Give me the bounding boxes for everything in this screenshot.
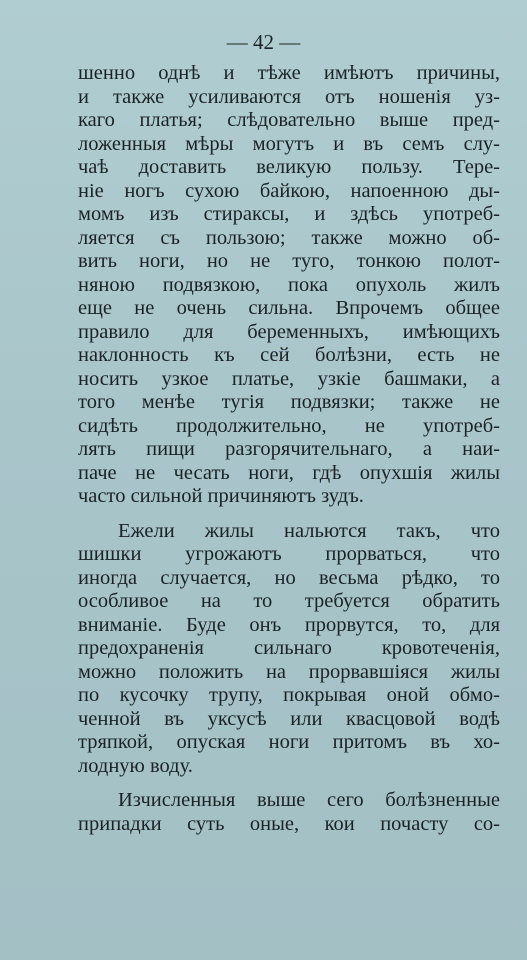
page-number: — 42 — (226, 30, 301, 54)
text-line: сидѣть продолжительно, не употреб- (78, 414, 500, 437)
text-line: ченной въ уксусѣ или квасцовой водѣ (78, 707, 500, 730)
text-line: Изчисленныя выше сего болѣзненные (118, 789, 500, 811)
paragraph (78, 62, 500, 509)
text-line: няною подвязкою, пока опухоль жилъ (78, 273, 500, 296)
text-line: вниманіе. Буде онъ прорвутся, то, для (78, 613, 500, 636)
text-line: ніе ногъ сухою байкою, напоенною ды- (78, 179, 500, 202)
text-line: чаѣ доставить великую пользу. Тере- (78, 156, 500, 178)
text-line: наклонность къ сей болѣзни, есть не (78, 344, 500, 366)
text-line: паче не чесать ноги, гдѣ опухшія жилы (78, 461, 500, 484)
text-line: правило для беременныхъ, имѣющихъ (78, 320, 500, 343)
text-line: предохраненія сильнаго кровотеченія, (78, 637, 500, 659)
text-line: лодную воду. (78, 754, 193, 777)
text-line: момъ изъ стираксы, и здѣсь употреб- (78, 203, 500, 225)
text-line: вить ноги, но не туго, тонкою полот- (78, 250, 500, 272)
text-line: тряпкой, опуская ноги притомъ въ хо- (78, 731, 500, 753)
text-line: ляется съ пользою; также можно об- (78, 226, 500, 249)
text-line: припадки суть оные, кои почасту со- (78, 812, 500, 835)
text-line: и также усиливаются отъ ношенія уз- (78, 85, 500, 108)
paragraph (78, 520, 500, 779)
text-line: носить узкое платье, узкіе башмаки, а (78, 367, 500, 390)
text-line: часто сильной причиняютъ зудъ. (78, 485, 364, 507)
text-line: лять пищи разгорячительнаго, а наи- (78, 438, 500, 460)
text-line: особливое на то требуется обратить (78, 590, 500, 612)
body-text (78, 62, 500, 836)
text-line: по кусочку трупу, покрывая оной обмо- (78, 684, 500, 706)
text-line: шенно однѣ и тѣже имѣютъ причины, (78, 62, 500, 84)
text-line: иногда случается, но весьма рѣдко, то (78, 566, 500, 589)
text-line: шишки угрожаютъ прорваться, что (78, 543, 500, 565)
text-line: можно положить на прорвавшіяся жилы (78, 660, 500, 683)
text-line: ложенныя мѣры могутъ и въ семъ слу- (78, 132, 500, 155)
text-line: каго платья; слѣдовательно выше пред- (78, 109, 500, 131)
text-line: Ежели жилы нальются такъ, что (118, 519, 500, 542)
text-line: еще не очень сильна. Впрочемъ общее (78, 297, 500, 319)
text-line: того менѣе тугія подвязки; также не (78, 391, 500, 413)
paragraph (78, 789, 500, 836)
